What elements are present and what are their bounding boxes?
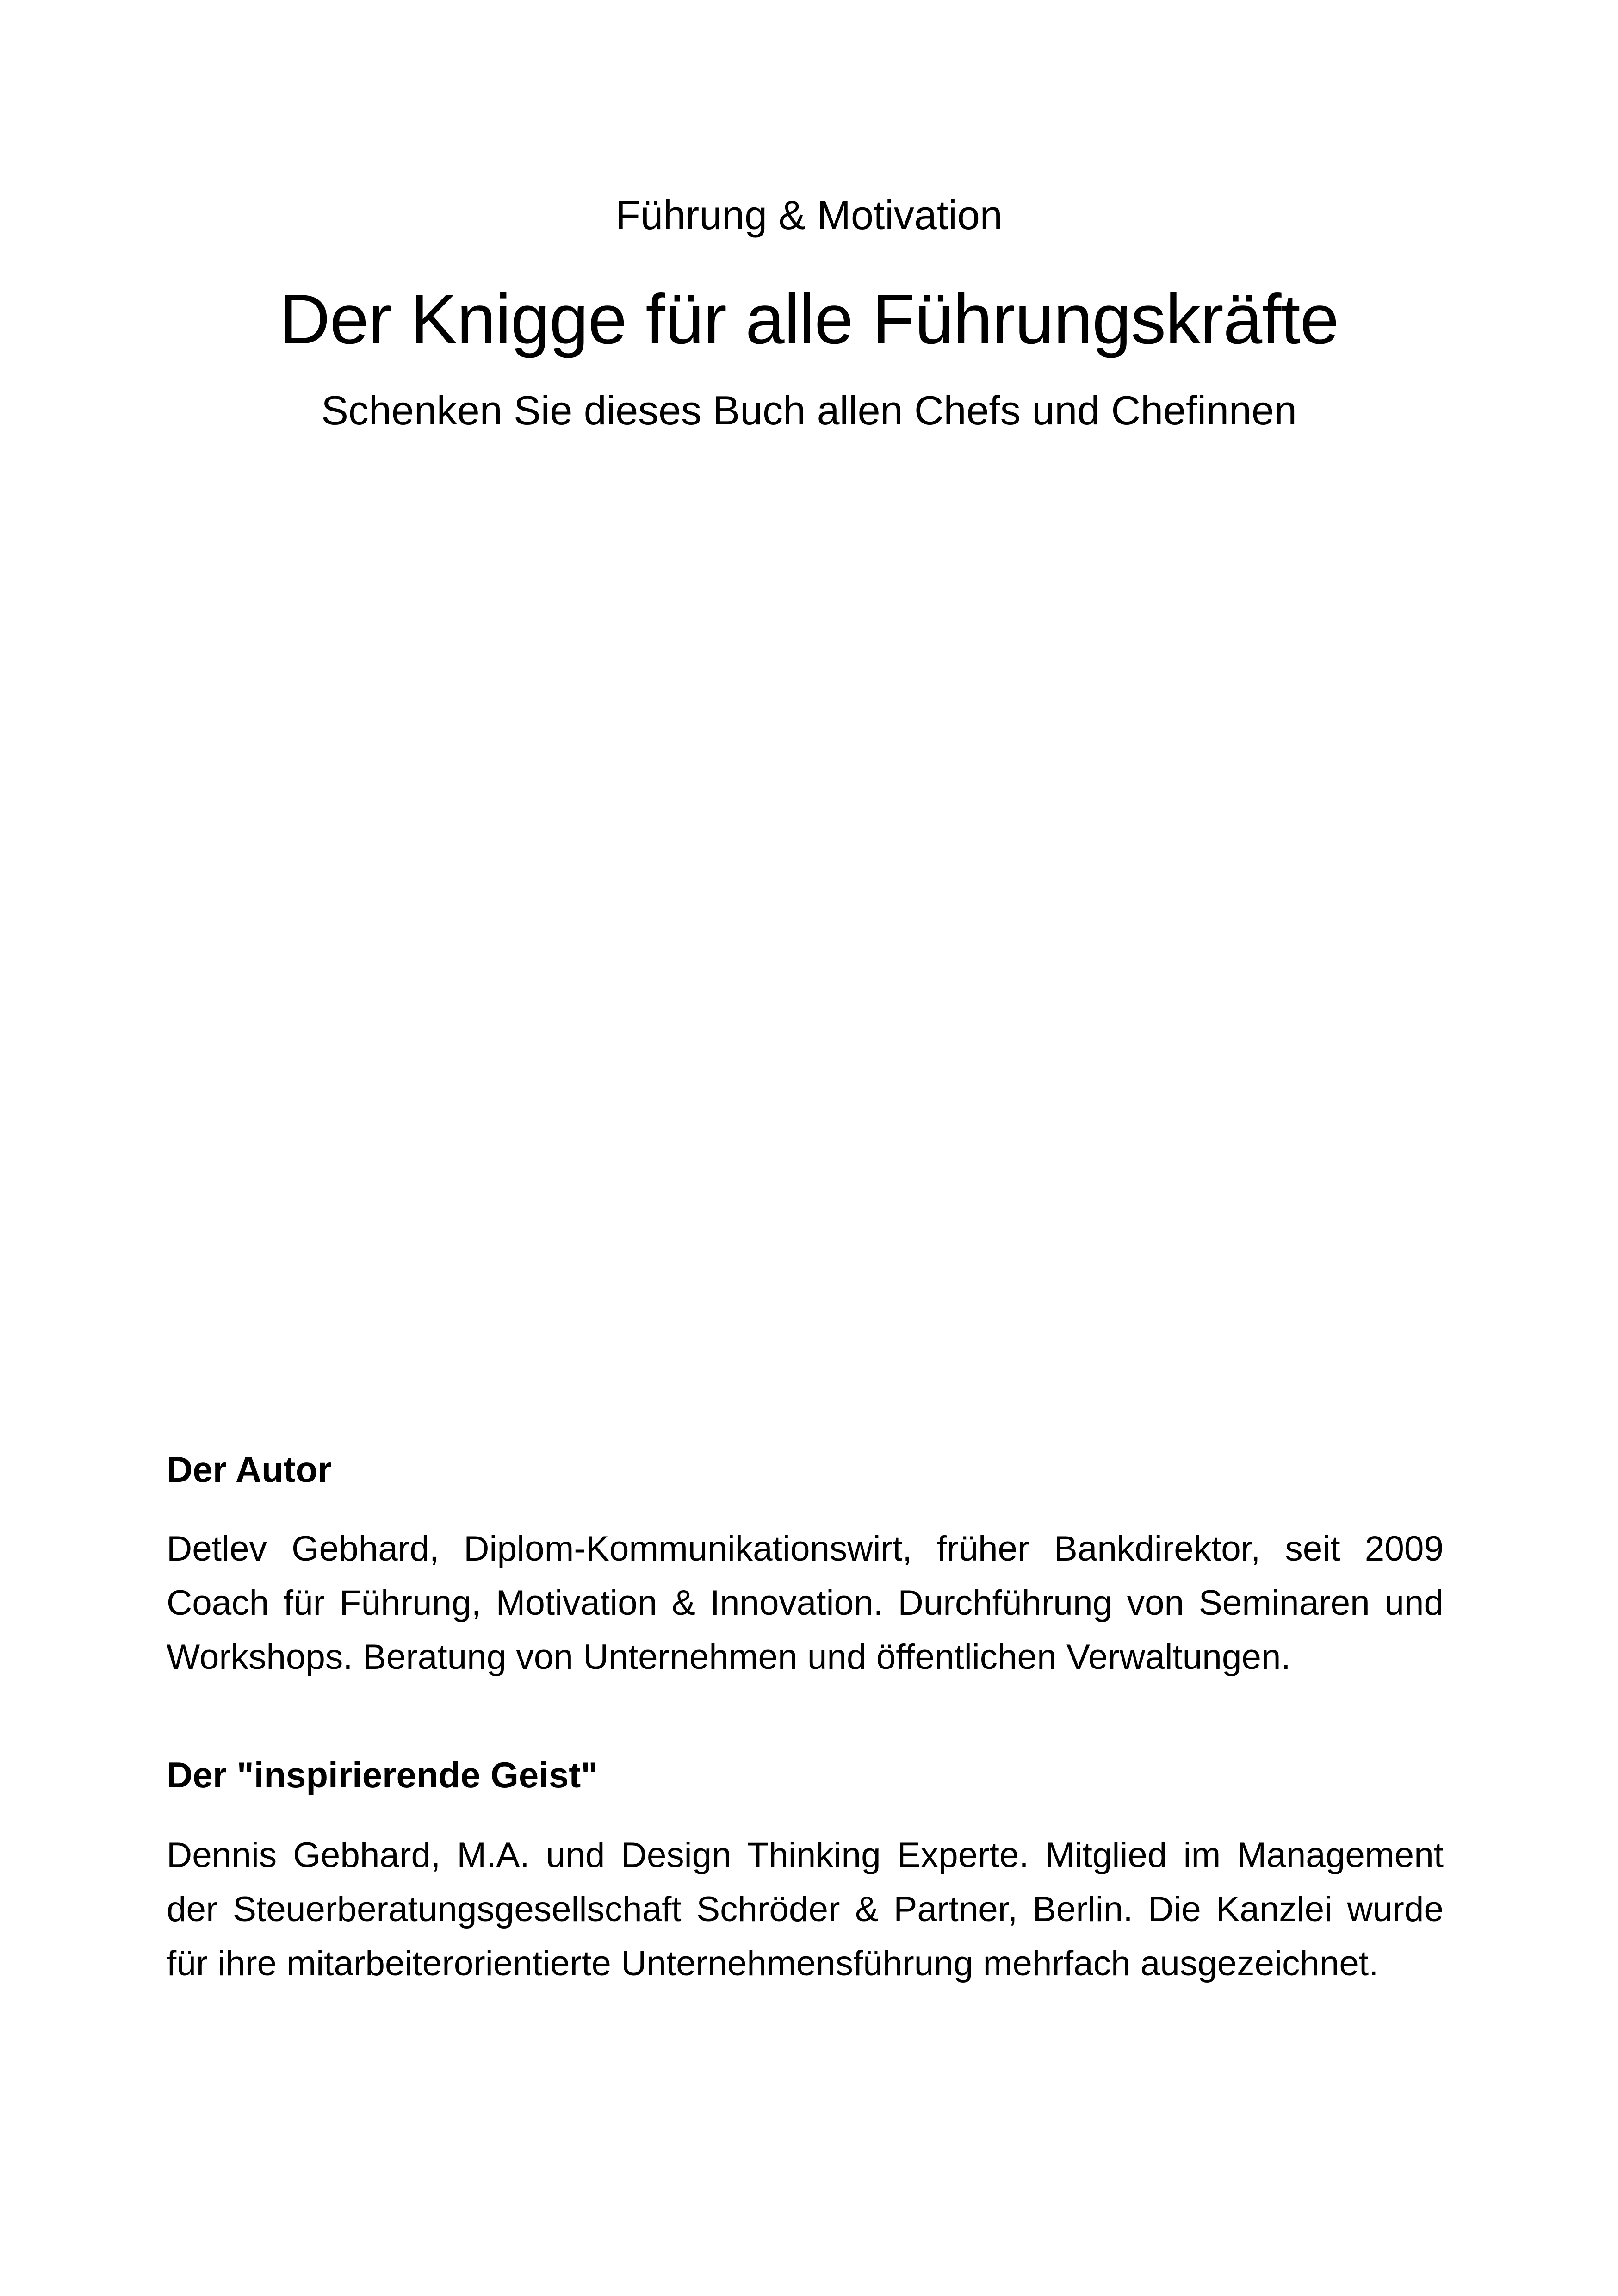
inspiring-mind-heading: Der "inspirierende Geist" — [167, 1755, 598, 1795]
inspiring-mind-text: Dennis Gebhard, M.A. und Design Thinking Experte. Mitglied im Management der Steuerberatungsgesellschaft Schröder & Partner, Berlin. Die Kanzlei wurde für ihre mitarbeiterorientierte Unternehmensführung mehrfach ausgezeichnet. — [167, 1836, 1444, 1983]
book-subtitle: Schenken Sie dieses Buch allen Chefs und Chefinnen — [321, 387, 1297, 433]
author-text: Detlev Gebhard, Diplom-Kommunikationswirt, früher Bankdirektor, seit 2009 Coach für Führung, Motivation & Innovation. Durchführung von Seminaren und Workshops. Beratung von Unternehmen und öffentlichen Verwaltungen. — [167, 1529, 1444, 1677]
author-heading: Der Autor — [167, 1449, 332, 1490]
series-name: Führung & Motivation — [615, 192, 1003, 238]
book-title: Der Knigge für alle Führungskräfte — [279, 280, 1339, 359]
